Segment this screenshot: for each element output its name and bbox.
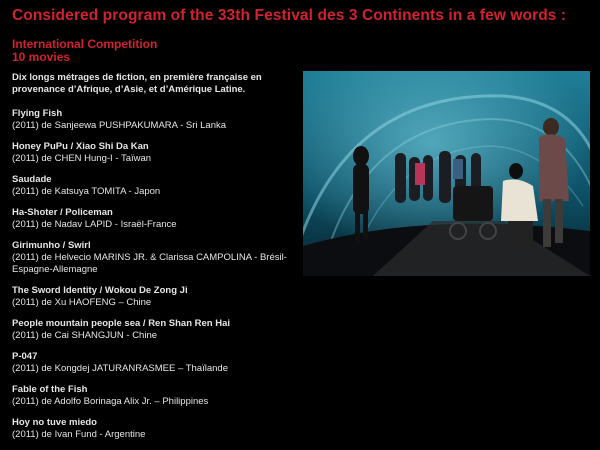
film-credit: (2011) de Kongdej JATURANRASMEE – Thaïlande [12,363,228,374]
film-credit: (2011) de Adolfo Borinaga Alix Jr. – Philippines [12,396,209,407]
film-title: Saudade [12,174,52,185]
film-list-column [12,72,302,450]
film-title: Flying Fish [12,108,63,119]
film-title: The Sword Identity / Wokou De Zong Ji [12,285,188,296]
film-item [12,285,302,309]
film-item [12,384,302,408]
film-title: P-047 [12,351,38,362]
film-title: Hoy no tuve miedo [12,417,97,428]
film-credit: (2011) de Helvecio MARINS JR. & Clarissa CAMPOLINA - Brésil-Espagne-Allemagne [12,252,287,275]
aquarium-photo [303,71,590,276]
film-credit: (2011) de Katsuya TOMITA - Japon [12,186,161,197]
film-title: People mountain people sea / Ren Shan Ren Hai [12,318,231,329]
film-title: Fable of the Fish [12,384,88,395]
film-item [12,417,302,441]
film-title: Girimunho / Swirl [12,240,91,251]
competition-title: International Competition [12,37,158,51]
movie-count: 10 movies [12,50,71,64]
film-title: Honey PuPu / Xiao Shi Da Kan [12,141,149,152]
film-credit: (2011) de Cai SHANGJUN - Chine [12,330,158,341]
section-heading [12,38,157,64]
film-item [12,351,302,375]
aquarium-tunnel-image [303,71,590,276]
film-item [12,174,302,198]
page-title: Considered program of the 33th Festival des 3 Continents in a few words : [12,7,567,24]
film-item [12,240,302,276]
film-credit: (2011) de Xu HAOFENG – Chine [12,297,152,308]
film-credit: (2011) de CHEN Hung-I - Taïwan [12,153,152,164]
film-item [12,318,302,342]
film-title: Ha-Shoter / Policeman [12,207,113,218]
intro-text: Dix longs métrages de fiction, en première française en provenance d’Afrique, d’Asie, et d’Amérique Latine. [12,72,262,95]
film-credit: (2011) de Sanjeewa PUSHPAKUMARA - Sri Lanka [12,120,227,131]
film-item [12,141,302,165]
film-item [12,207,302,231]
film-credit: (2011) de Ivan Fund - Argentine [12,429,146,440]
film-credit: (2011) de Nadav LAPID - Israël-France [12,219,177,230]
film-item [12,108,302,132]
